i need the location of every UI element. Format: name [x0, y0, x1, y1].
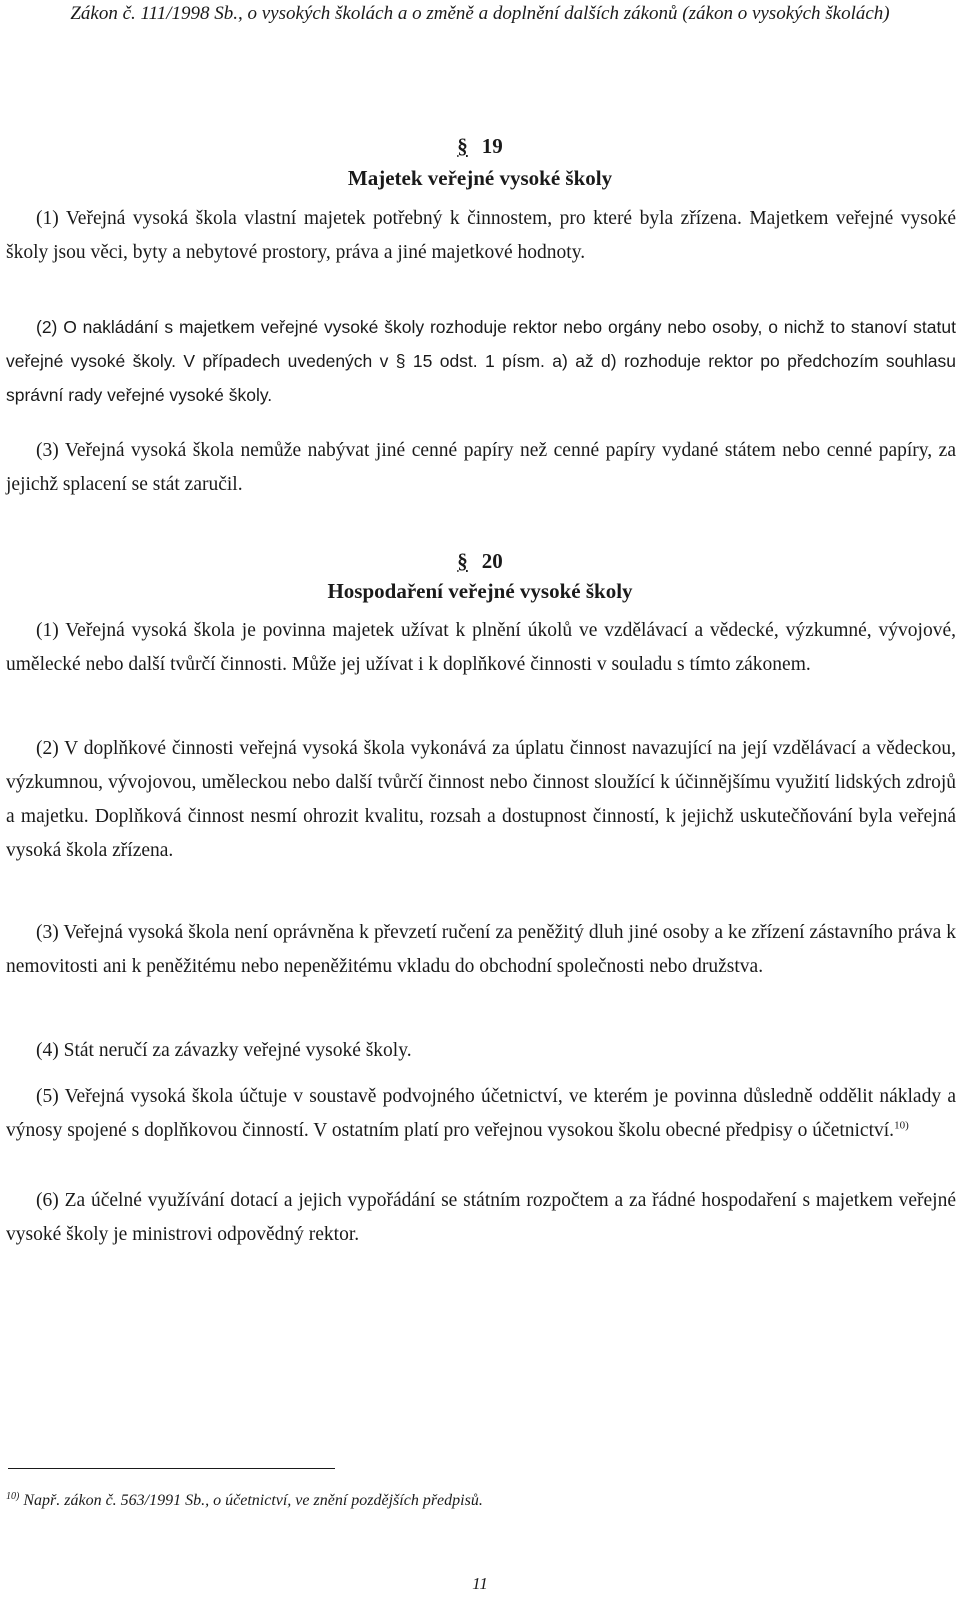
running-header: Zákon č. 111/1998 Sb., o vysokých školách a o změně a doplnění dalších zákonů (zákon o vysokých školách) — [70, 3, 890, 24]
footnote-separator — [8, 1468, 335, 1469]
section-20-paragraph-2: (2) V doplňkové činnosti veřejná vysoká škola vykonává za úplatu činnost navazující na její vzdělávací a vědeckou, výzkumnou, vývojovou, uměleckou nebo další tvůrčí činnost nebo činnost sloužící k účinnějšímu využití lidských zdrojů a majetku. Doplňková činnost nesmí ohrozit kvalitu, rozsah a dostupnost činností, k jejichž uskutečňování byla veřejná vysoká škola zřízena. — [6, 738, 956, 861]
section-19-paragraph-3: (3) Veřejná vysoká škola nemůže nabývat jiné cenné papíry než cenné papíry vydané státem nebo cenné papíry, za jejichž splacení se stát zaručil. — [6, 440, 956, 495]
section-19-title: Majetek veřejné vysoké školy — [347, 166, 613, 190]
section-20-paragraph-3: (3) Veřejná vysoká škola není oprávněna k převzetí ručení za peněžitý dluh jiné osoby a ke zřízení zástavního práva k nemovitosti ani k peněžitému nebo nepeněžitému vkladu do obchodní společnosti nebo družstva. — [6, 922, 956, 977]
section-19-heading — [0, 133, 960, 159]
section-sign: § — [457, 549, 468, 573]
section-20-paragraph-6: (6) Za účelné využívání dotací a jejich vypořádání se státním rozpočtem a za řádné hospodaření s majetkem veřejné vysoké školy je ministrovi odpovědný rektor. — [6, 1190, 956, 1245]
section-20-paragraph-5 — [6, 1080, 956, 1148]
section-20-paragraph-1: (1) Veřejná vysoká škola je povinna majetek užívat k plnění úkolů ve vzdělávací a vědecké, výzkumné, vývojové, umělecké nebo další tvůrčí činnosti. Může jej užívat i k doplňkové činnosti v souladu s tímto zákonem. — [6, 620, 956, 675]
section-19-paragraph-2: (2) O nakládání s majetkem veřejné vysoké školy rozhoduje rektor nebo orgány nebo osoby, o nichž to stanoví statut veřejné vysoké školy. V případech uvedených v § 15 odst. 1 písm. a) až d) rozhoduje rektor po předchozím souhlasu správní rady veřejné vysoké školy. — [6, 317, 956, 405]
footnote-mark: 10) — [6, 1490, 20, 1502]
section-20-title: Hospodaření veřejné vysoké školy — [327, 579, 633, 603]
section-20-paragraph-4: (4) Stát neručí za závazky veřejné vysoké školy. — [36, 1040, 412, 1061]
section-sign: § — [457, 134, 468, 158]
footnote-text: Např. zákon č. 563/1991 Sb., o účetnictví, ve znění pozdějších předpisů. — [23, 1492, 483, 1509]
section-20-heading — [0, 548, 960, 574]
section-19-number: 19 — [481, 134, 503, 158]
footnote — [6, 1490, 946, 1512]
paragraph-5-text: (5) Veřejná vysoká škola účtuje v soustavě podvojného účetnictví, ve kterém je povinna důsledně oddělit náklady a výnosy spojené s doplňkovou činností. V ostatním platí pro veřejnou vysokou školu obecné předpisy o účetnictví. — [6, 1086, 956, 1141]
page-number: 11 — [472, 1574, 488, 1593]
footnote-reference[interactable]: 10) — [894, 1119, 909, 1132]
section-19-paragraph-1: (1) Veřejná vysoká škola vlastní majetek potřebný k činnostem, pro které byla zřízena. Majetkem veřejné vysoké školy jsou věci, byty a nebytové prostory, práva a jiné majetkové hodnoty. — [6, 208, 956, 263]
section-20-number: 20 — [481, 549, 503, 573]
